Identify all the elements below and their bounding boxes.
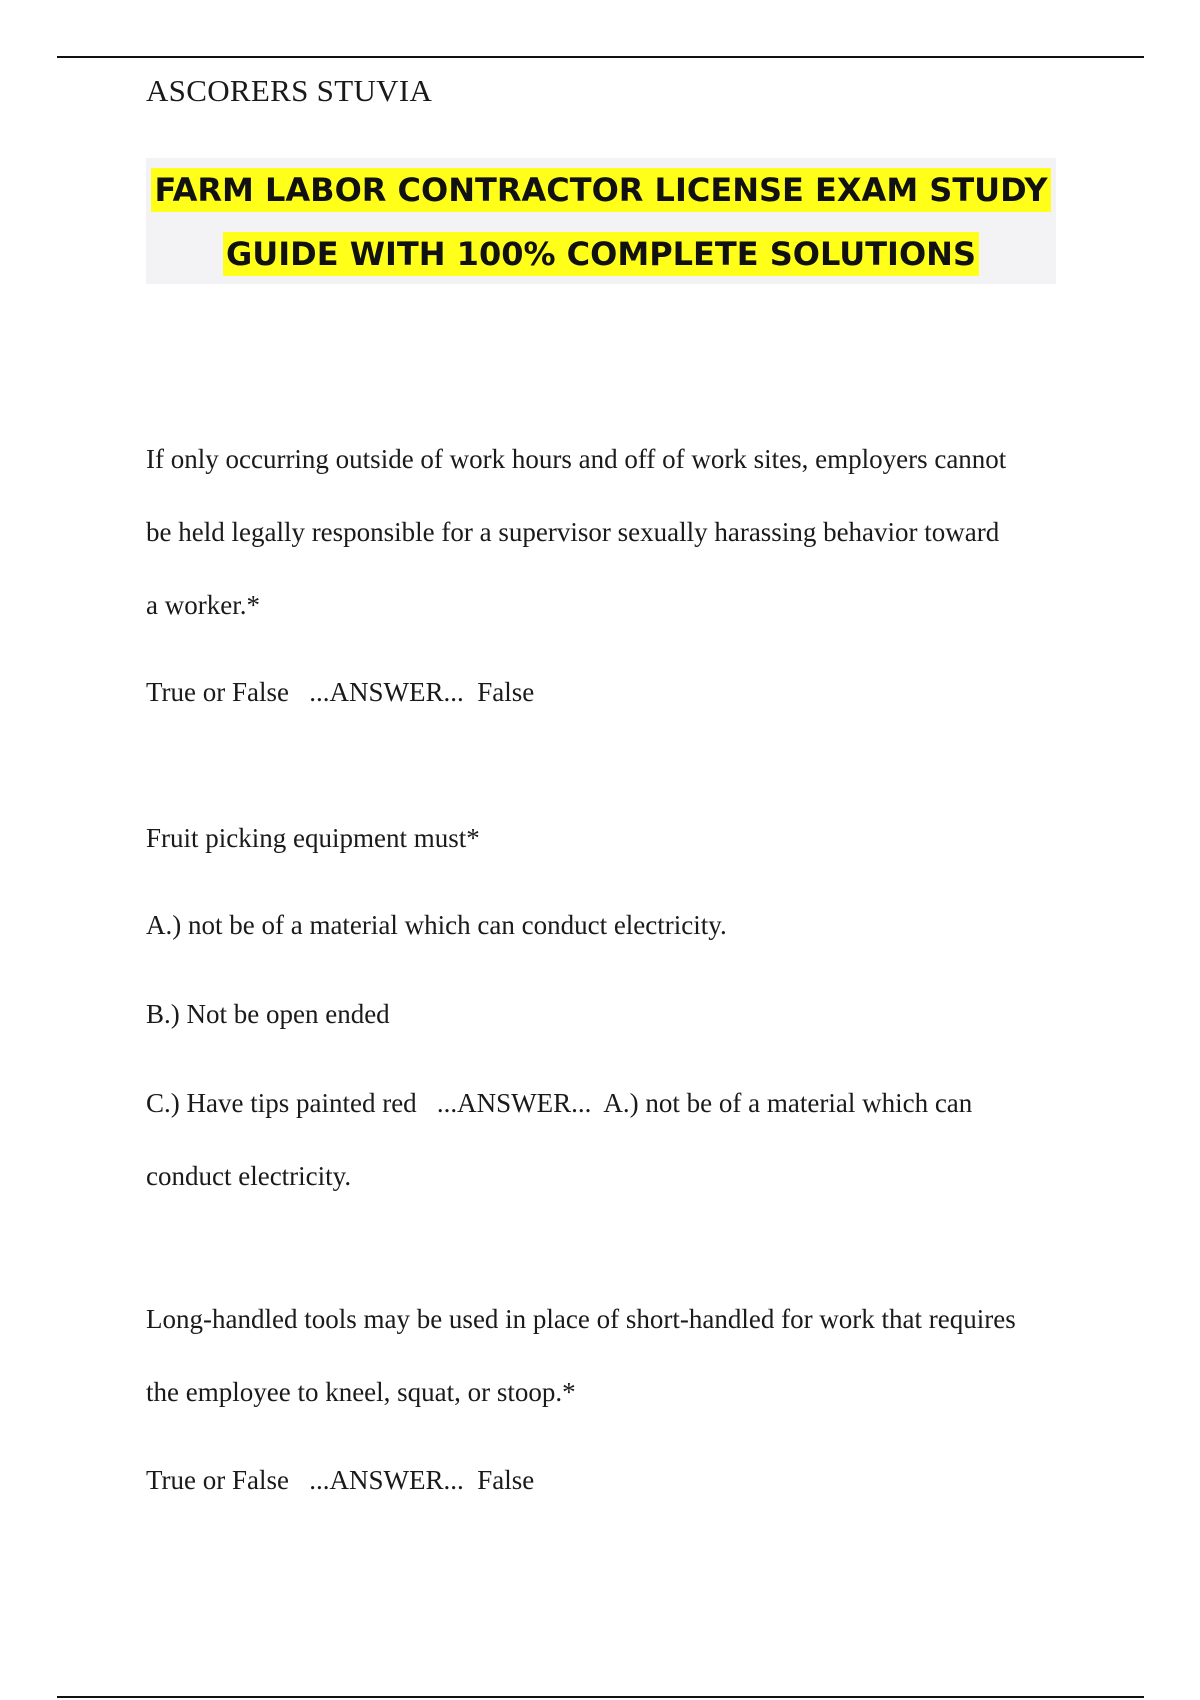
question-2-option-b: B.) Not be open ended	[146, 999, 390, 1029]
title-block	[146, 158, 1056, 284]
question-2-prompt: Fruit picking equipment must*	[146, 823, 480, 853]
question-1-line-3: a worker.*	[146, 590, 260, 620]
question-3-line-1: Long-handled tools may be used in place of short-handled for work that requires	[146, 1304, 1016, 1334]
top-rule	[57, 56, 1144, 58]
question-1-line-1: If only occurring outside of work hours and off of work sites, employers cannot	[146, 444, 1007, 474]
question-2-option-a: A.) not be of a material which can conduct electricity.	[146, 910, 727, 940]
question-3-line-2: the employee to kneel, squat, or stoop.*	[146, 1377, 576, 1407]
title-line-1: FARM LABOR CONTRACTOR LICENSE EXAM STUDY	[151, 168, 1050, 212]
question-3-answer: True or False ...ANSWER... False	[146, 1465, 535, 1495]
page-header: ASCORERS STUVIA	[146, 73, 433, 108]
question-1-line-2: be held legally responsible for a supervisor sexually harassing behavior toward	[146, 517, 1000, 547]
title-line-2: GUIDE WITH 100% COMPLETE SOLUTIONS	[223, 232, 979, 276]
question-1-answer: True or False ...ANSWER... False	[146, 677, 535, 707]
question-2-option-c-line-1: C.) Have tips painted red ...ANSWER... A.) not be of a material which can	[146, 1088, 973, 1118]
bottom-rule	[57, 1696, 1144, 1698]
question-2-option-c-line-2: conduct electricity.	[146, 1161, 352, 1191]
